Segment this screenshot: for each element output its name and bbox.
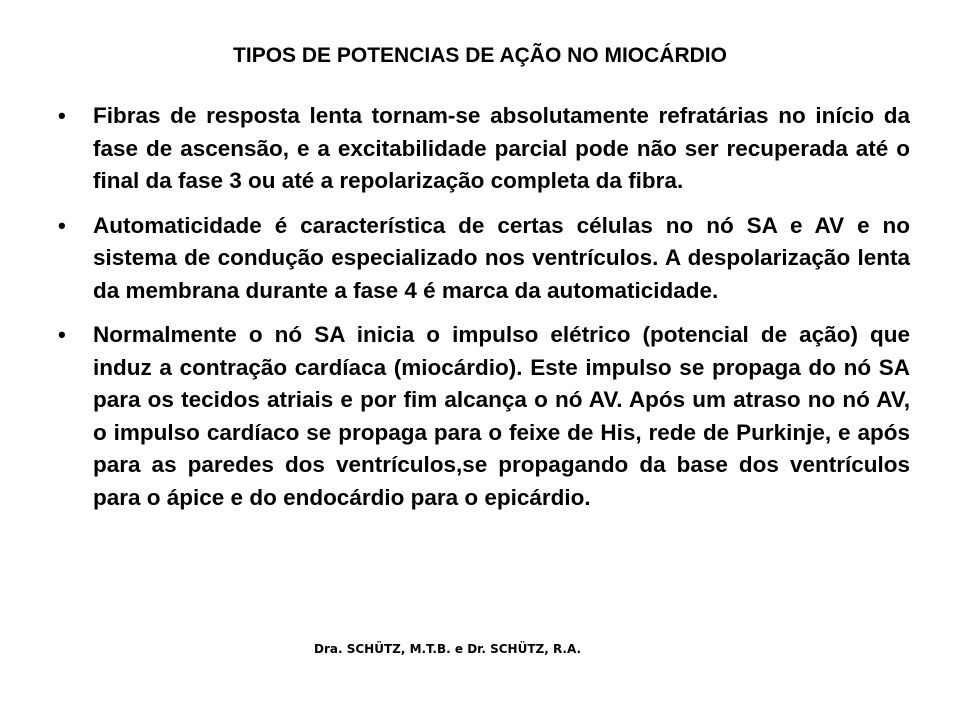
bullet-text: Fibras de resposta lenta tornam-se absolutamente refratárias no início da fase de ascensão, e a excitabilidade parcial pode não ser recuperada até o final da fase 3 ou até a repolarização completa da fibra. (93, 103, 910, 193)
bullet-text: Normalmente o nó SA inicia o impulso elétrico (potencial de ação) que induz a contração cardíaca (miocárdio). Este impulso se propaga do nó SA para os tecidos atriais e por fim alcança o nó AV. Após um atraso no nó AV, o impulso cardíaco se propaga para o feixe de His, rede de Purkinje, e após para as paredes dos ventrículos,se propagando da base dos ventrículos para o ápice e do endocárdio para o epicárdio. (93, 322, 910, 510)
bullet-item (58, 210, 910, 308)
slide-title: TIPOS DE POTENCIAS DE AÇÃO NO MIOCÁRDIO (233, 44, 727, 67)
bullet-text: Automaticidade é característica de certas células no nó SA e AV e no sistema de condução especializado nos ventrículos. A despolarização lenta da membrana durante a fase 4 é marca da automaticidade. (93, 212, 910, 303)
bullet-item (58, 100, 910, 198)
bullet-list (58, 100, 910, 526)
bullet-dot-icon: • (58, 103, 66, 128)
bullet-dot-icon: • (58, 212, 66, 238)
author-footer: Dra. SCHÜTZ, M.T.B. e Dr. SCHÜTZ, R.A. (314, 642, 582, 656)
bullet-item (58, 319, 910, 514)
bullet-dot-icon: • (58, 322, 66, 347)
